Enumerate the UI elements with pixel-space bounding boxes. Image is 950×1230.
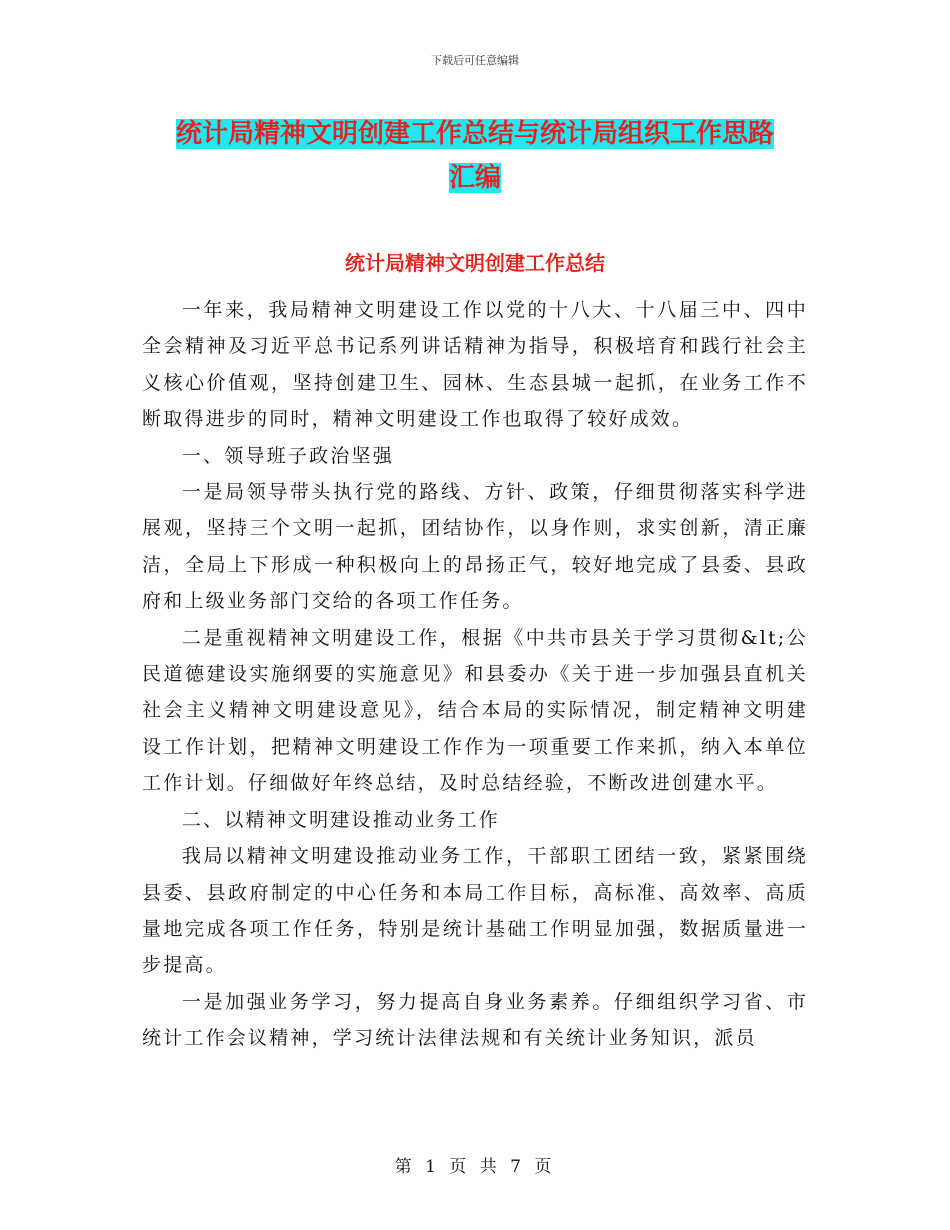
paragraph: 一年来，我局精神文明建设工作以党的十八大、十八届三中、四中全会精神及习近平总书记系列讲话精神为指导，积极培育和践行社会主义核心价值观，坚持创建卫生、园林、生态县城一起抓，在业务工作不断取得进步的同时，精神文明建设工作也取得了较好成效。 bbox=[142, 299, 808, 431]
paragraph: 一是局领导带头执行党的路线、方针、政策，仔细贯彻落实科学进展观，坚持三个文明一起抓，团结协作，以身作则，求实创新，清正廉洁，全局上下形成一种积极向上的昂扬正气，较好地完成了县委、县政府和上级业务部门交给的各项工作任务。 bbox=[142, 481, 808, 613]
page-number-footer: 第 1 页 共 7 页 bbox=[394, 1157, 556, 1177]
paragraph: 二是重视精神文明建设工作，根据《中共市县关于学习贯彻&lt;公民道德建设实施纲要的实施意见》和县委办《关于进一步加强县直机关社会主义精神文明建设意见》，结合本局的实际情况，制定精神文明建设工作计划，把精神文明建设工作作为一项重要工作来抓，纳入本单位工作计划。仔细做好年终总结，及时总结经验，不断改进创建水平。 bbox=[142, 626, 808, 795]
document-body bbox=[142, 292, 808, 1057]
page-header-note: 下载后可任意编辑 bbox=[431, 54, 519, 67]
paragraph: 一、领导班子政治坚强 bbox=[181, 444, 394, 467]
paragraph: 二、以精神文明建设推动业务工作 bbox=[181, 808, 500, 831]
paragraph: 我局以精神文明建设推动业务工作，干部职工团结一致，紧紧围绕县委、县政府制定的中心任务和本局工作目标，高标准、高效率、高质量地完成各项工作任务，特别是统计基础工作明显加强，数据质量进一步提高。 bbox=[142, 845, 808, 977]
document-title bbox=[140, 112, 810, 200]
document-title-line-2: 汇编 bbox=[448, 163, 501, 193]
document-title-line-1: 统计局精神文明创建工作总结与统计局组织工作思路 bbox=[175, 119, 774, 149]
section-title: 统计局精神文明创建工作总结 bbox=[345, 251, 605, 275]
paragraph: 一是加强业务学习，努力提高自身业务素养。仔细组织学习省、市统计工作会议精神，学习统计法律法规和有关统计业务知识，派员 bbox=[142, 990, 808, 1050]
